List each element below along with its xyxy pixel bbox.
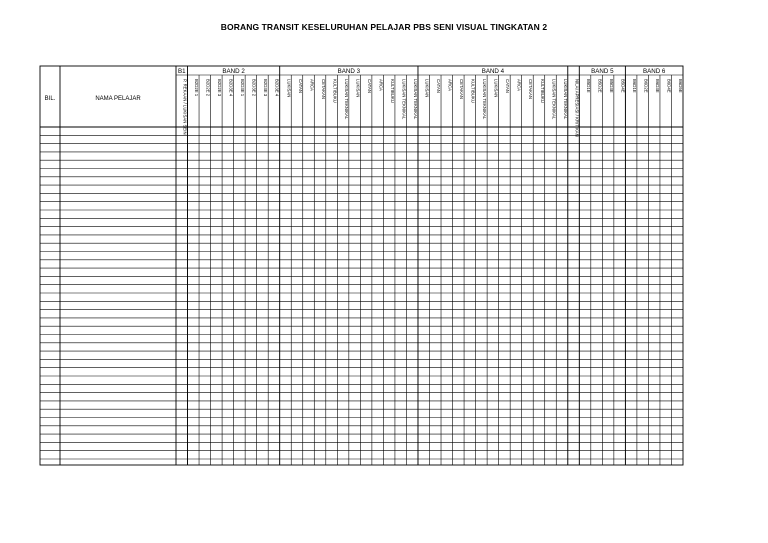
column-header: CETAKAN xyxy=(320,79,326,99)
column-header: LUKISAN xyxy=(493,79,499,98)
column-header: B6D2E xyxy=(643,79,649,93)
column-header: B2D2E 2 xyxy=(205,79,211,97)
column-header: B2D3E 1 xyxy=(240,79,246,97)
column-header: CATAN xyxy=(505,79,511,93)
column-header: CETAKAN xyxy=(528,79,534,99)
column-header: LUKISAN xyxy=(424,79,430,98)
column-header: ARCA xyxy=(447,79,453,91)
column-header: CATAN xyxy=(436,79,442,93)
column-header: CETAKAN xyxy=(459,79,465,99)
column-header: B2D2E 3 xyxy=(217,79,223,97)
column-header: LUKISAN TEKNIKAL xyxy=(413,79,419,120)
column-header: LUKISAN TEKNIKAL xyxy=(551,79,557,120)
column-header: NILAI APRESIASI / KRITIKAN xyxy=(574,79,580,137)
table-frame xyxy=(40,66,683,465)
column-header: B2D3E 3 xyxy=(263,79,269,97)
column-header: B2D3E 2 xyxy=(251,79,257,97)
column-header: KULTIBUKU xyxy=(539,79,545,103)
column-header: B5D4E xyxy=(620,79,626,93)
column-header: KULTIBUKU xyxy=(389,79,395,103)
band-label: BAND 4 xyxy=(481,68,505,75)
column-header: CATAN xyxy=(366,79,372,93)
column-header: LUKISAN TEKNIKAL xyxy=(401,79,407,120)
column-header: P. REKAAN / LUKISAN SEIN xyxy=(182,79,188,135)
column-header: B2D2E 1 xyxy=(194,79,200,97)
band-label: B1 xyxy=(177,68,186,75)
column-header: B5D1E xyxy=(585,79,591,93)
column-header: B2D3E 4 xyxy=(274,79,280,97)
nama-header: NAMA PELAJAR xyxy=(95,96,141,102)
column-header: B6D3E xyxy=(654,79,660,93)
column-header: LUKISAN xyxy=(355,79,361,98)
column-header: LUKISAN TEKNIKAL xyxy=(343,79,349,120)
column-header: B6D5E xyxy=(678,79,684,93)
form-title: BORANG TRANSIT KESELURUHAN PELAJAR PBS SENI VISUAL TINGKATAN 2 xyxy=(220,22,548,32)
column-header: B6D4E xyxy=(666,79,672,93)
column-header: ARCA xyxy=(516,79,522,91)
band-label: BAND 2 xyxy=(222,68,245,75)
column-header: ARCA xyxy=(378,79,384,91)
band-label: BAND 6 xyxy=(643,68,666,75)
column-header: CATAN xyxy=(297,79,303,93)
band-label: BAND 5 xyxy=(591,68,614,75)
column-header: ARCA xyxy=(309,79,315,91)
column-header: B2D3E 4 xyxy=(228,79,234,97)
bil-header: BIL. xyxy=(44,96,56,102)
column-header: B6D1E xyxy=(631,79,637,93)
column-header: LUKISAN TEKNIKAL xyxy=(482,79,488,120)
column-header: LUKISAN xyxy=(286,79,292,98)
column-header: KULTIBUKU xyxy=(470,79,476,103)
column-header: B5D2E xyxy=(597,79,603,93)
column-header: B5D3E xyxy=(608,79,614,93)
band-label: BAND 3 xyxy=(337,68,361,75)
column-header: LUKISAN TEKNIKAL xyxy=(562,79,568,120)
column-header: KULTIBUKU xyxy=(332,79,338,103)
